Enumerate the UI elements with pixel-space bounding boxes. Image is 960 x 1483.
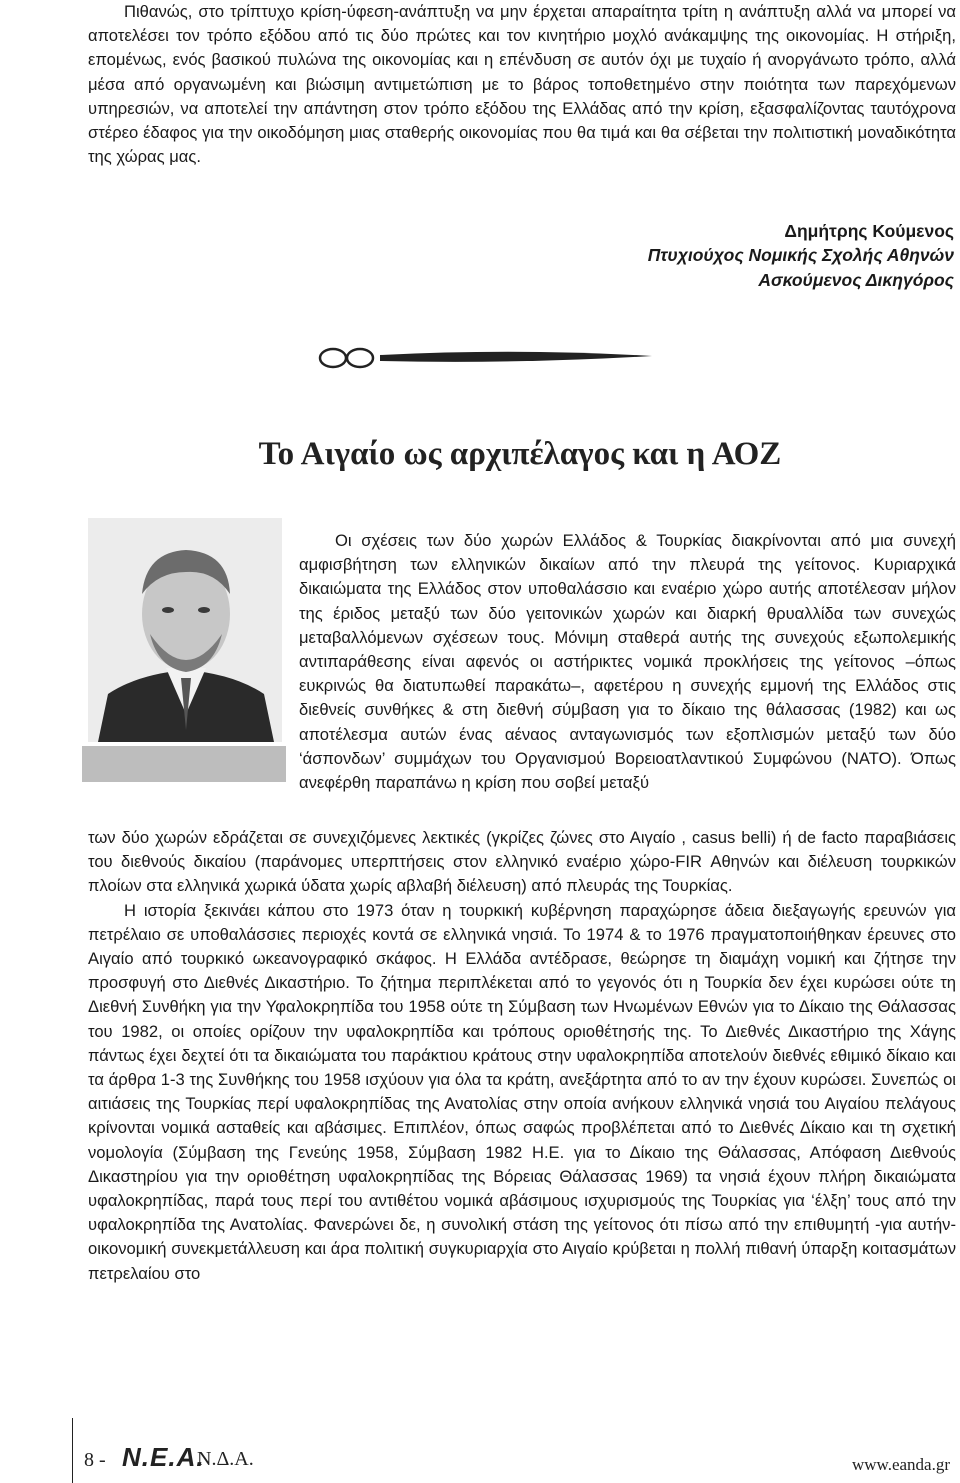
page-number: 8 -	[84, 1449, 106, 1471]
article-body	[88, 826, 956, 1286]
article-intro-block	[299, 529, 956, 795]
brand-suffix: Ν.Δ.Α.	[197, 1448, 254, 1470]
article-wrapped-paragraph: Οι σχέσεις των δύο χωρών Ελλάδος & Τουρκίας διακρίνονται από μια συνεχή αμφισβήτηση των ελληνικών δικαίων από την πλευρά της γείτονος. Κυριαρχικά δικαιώματα της Ελλάδος στον υποθαλάσσιο και εναέριο χώρο αυτής αποτέλεσαν μήλον της έριδος μεταξύ των δύο γειτονικών χωρών και διαρκή θρυαλλίδα των συνεχώς μεταβαλλόμενων σχέσεων τους. Μόνιμη σταθερά αυτής της συνεχούς εξωπολεμικής αντιπαράθεσης είναι αφενός οι αστήρικτες νομικά προκλήσεις της γείτονος –όπως ευκρινώς θα διατυπωθεί παρακάτω–, αφετέρου η συνεχής εμμονή της Ελλάδος στις διεθνείς συνθήκες & στη διεθνή σύμβαση για το δίκαιο της θάλασσας (1982) και ως αποτέλεσμα αυτών ένας αέναος ανταγωνισμός των εξοπλισμών μεταξύ των δύο ‘άσπονδων’ συμμάχων του Οργανισμού Βορειοατλαντικού Συμφώνου (ΝΑΤΟ). Όπως ανεφέρθη παραπάνω η κρίση που σοβεί μεταξύ	[299, 531, 956, 793]
ornamental-divider-icon	[318, 340, 652, 376]
intro-paragraph: Πιθανώς, στο τρίπτυχο κρίση-ύφεση-ανάπτυξη να μην έρχεται απαραίτητα τρίτη η ανάπτυξη αλλά να μπορεί να αποτελέσει τον τρόπο εξόδου από τις δύο πρώτες και τον κινητήριο μοχλό ανάκαμψης της οικονομίας. Η στήριξη, επομένως, ενός βασικού πυλώνα της οικονομίας και η επένδυση σε αυτόν όχι με τυχαίο ή ανοργάνωτο τρόπο, αλλά μέσα από οργανωμένη και βιώσιμη αντιμετώπιση με το βάρος τοποθετημένο στην ποιότητα των παρεχόμενων υπηρεσιών, να αποτελεί την απάντηση στον τρόπο εξόδου της Ελλάδας από την κρίση, εξασφαλίζοντας ταυτόχρονα στέρεο έδαφος για την οικοδόμηση μιας σταθερής οικονομίας που θα τιμά και θα σέβεται την πολιτιστική μοναδικότητα της χώρας μας.	[88, 2, 956, 167]
footer-url: www.eanda.gr	[851, 1455, 950, 1474]
intro-block	[88, 0, 956, 169]
article-title: Το Αιγαίο ως αρχιπέλαγος και η ΑΟΖ	[258, 436, 782, 472]
author-title-2: Ασκούμενος Δικηγόρος	[758, 270, 954, 290]
author-name: Δημήτρης Κούμενος	[784, 221, 954, 241]
author-title-1: Πτυχιούχος Νομικής Σχολής Αθηνών	[647, 245, 954, 265]
article-continuation: των δύο χωρών εδράζεται σε συνεχιζόμενες λεκτικές (γκρίζες ζώνες στο Αιγαίο , casus belli) ή de facto παραβιάσεις του διεθνούς δικαίου (παράνομες υπερπτήσεις στον ελληνικό εναέριο χώρο-FIR Αθηνών και διέλευση τουρκικών πλοίων στα ελληνικά χωρικά ύδατα χωρίς αβλαβή διέλευση) από πλευράς της Τουρκίας.	[88, 828, 956, 896]
photo-caption-bar	[82, 746, 286, 782]
footer-rule	[72, 1418, 73, 1483]
brand-logo: N.E.A.	[122, 1442, 205, 1472]
author-portrait-icon	[88, 518, 282, 742]
article-history-paragraph: Η ιστορία ξεκινάει κάπου στο 1973 όταν η τουρκική κυβέρνηση παραχώρησε άδεια διεξαγωγής ερευνών για πετρέλαιο σε υποθαλάσσιες περιοχές κοντά σε ελληνικά νησιά. Το 1974 & το 1976 πραγματοποιήθηκαν έρευνες στο Αιγαίο από τουρκικό ωκεανογραφικό σκάφος. Η Ελλάδα αντέδρασε, θεώρησε τη διαμάχη νομική και ζήτησε την προσφυγή στο Διεθνές Δικαστήριο. Το ζήτημα περιπλέκεται από το γεγονός ότι η Τουρκία δεν έχει κυρώσει ούτε τη Διεθνή Συνθήκη για την Υφαλοκρηπίδα του 1958 ούτε τη Σύμβαση των Ηνωμένων Εθνών για το Δίκαιο της Θάλασσας του 1982, οι οποίες ορίζουν την υφαλοκρηπίδα και τρόπους οριοθέτησής της. Το Διεθνές Δικαστήριο της Χάγης πάντως έχει δεχτεί ότι τα δικαιώματα του παράκτιου κράτους στην υφαλοκρηπίδα αποτελούν διεθνές εθιμικό δίκαιο και τα άρθρα 1-3 της Συνθήκης του 1958 ισχύουν για όλα τα κράτη, ανεξάρτητα από το αν την έχουν κυρώσει. Συνεπώς οι αιτιάσεις της Τουρκίας περί υφαλοκρηπίδας της Ανατολίας στην οποία ανήκουν ελληνικά νησιά του Αιγαίου πελάγους κρίνονται νομικά ασταθείς και αβάσιμες. Επιπλέον, όπως σαφώς προβλέπεται από το Διεθνές Δίκαιο και τη σχετική νομολογία (Σύμβαση της Γενεύης 1958, Σύμβαση 1982 Η.Ε. για το Δίκαιο της Θάλασσας, Απόφαση Διεθνούς Δικαστηρίου για την οριοθέτηση υφαλοκρηπίδας της Βόρειας Θάλασσας 1969) τα νησιά έχουν πλήρη δικαιώματα υφαλοκρηπίδας, παρά τους περί του αντιθέτου νομικά αβάσιμους ισχυρισμούς της Τουρκίας για ‘έλξη’ τους από την υφαλοκρηπίδα της Ανατολίας. Φανερώνει δε, η συνολική στάση της γείτονος ότι πίσω από την επιθυμητή -για αυτήν- οικονομική συνεκμετάλλευση και άρα πολιτική συγκυριαρχία στο Αιγαίο κρύβεται η πολλή πιθανή ύπαρξη κοιτασμάτων πετρελαίου στο	[88, 900, 956, 1283]
